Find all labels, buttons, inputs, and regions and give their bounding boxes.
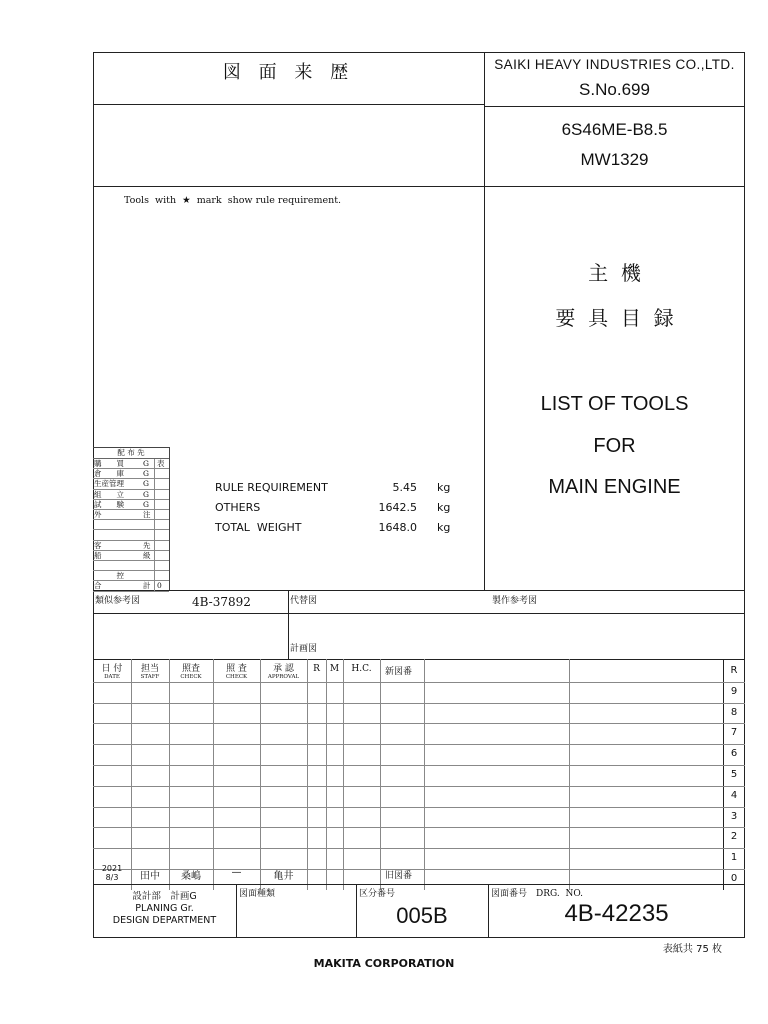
distribution-row xyxy=(93,581,169,591)
title-tool-list-jp: 要 具 目 録 xyxy=(555,306,674,330)
distribution-row xyxy=(93,520,169,530)
drawing-type-label: 図面種類 xyxy=(239,889,276,899)
distribution-code: 先 xyxy=(143,540,151,550)
distribution-dept: 購 買 xyxy=(94,459,124,468)
similar-ref-value: 4B-37892 xyxy=(192,595,251,609)
distribution-code: G xyxy=(143,489,149,499)
distribution-dept: 合 xyxy=(94,581,124,591)
distribution-dept: 客 xyxy=(94,540,124,550)
revision-number: 1 xyxy=(730,852,738,864)
weight-rule-label: RULE REQUIREMENT xyxy=(215,481,328,494)
revision-number: 6 xyxy=(730,748,738,760)
title-main-engine: MAIN ENGINE xyxy=(548,476,681,498)
distribution-code: G xyxy=(143,479,149,489)
distribution-mark: 0 xyxy=(157,581,162,591)
weight-others-unit: kg xyxy=(437,501,451,514)
distribution-dept: 試 験 xyxy=(94,499,124,509)
company-name: SAIKI HEAVY INDUSTRIES CO.,LTD. xyxy=(494,57,735,72)
rev-staff: 田中 xyxy=(140,871,160,882)
weight-rule-unit: kg xyxy=(437,481,451,494)
rev-head-approval: 承 認 APPROVAL xyxy=(267,664,300,680)
rev-check2: — xyxy=(231,867,242,878)
distribution-code: G xyxy=(143,459,149,468)
distribution-row xyxy=(93,479,169,489)
distribution-mark: 表 xyxy=(157,459,165,468)
distribution-dept: 生産管理 xyxy=(94,479,124,489)
distribution-row xyxy=(93,561,169,571)
rev-head-check1: 照査 CHECK xyxy=(180,664,202,680)
title-for: FOR xyxy=(593,435,636,457)
rev-head-new-no: 新図番 xyxy=(385,667,413,677)
distribution-code: 級 xyxy=(143,550,151,560)
distribution-row xyxy=(93,459,169,469)
distribution-row xyxy=(93,551,169,561)
manufacture-ref-label: 製作参考図 xyxy=(492,596,538,606)
rev-head-staff: 担当 STAFF xyxy=(140,664,160,680)
distribution-code: G xyxy=(143,499,149,509)
similar-ref-label: 類似参考図 xyxy=(95,596,141,606)
revision-number: 9 xyxy=(730,685,738,697)
distribution-row xyxy=(93,500,169,510)
plan-label: 計画図 xyxy=(290,644,318,654)
rev-head-check2: 照 査 CHECK xyxy=(225,664,248,680)
class-no: 005B xyxy=(396,903,448,928)
rev-head-r: R xyxy=(313,664,320,674)
distribution-row xyxy=(93,490,169,500)
rev-old-no: 旧図番 xyxy=(385,871,413,881)
title-list-of-tools: LIST OF TOOLS xyxy=(540,393,689,415)
drawing-no: 4B-42235 xyxy=(564,900,669,927)
distribution-row xyxy=(93,530,169,540)
distribution-dept: 控 xyxy=(94,571,124,581)
department: 設計部 計画G PLANING Gr. DESIGN DEPARTMENT xyxy=(112,891,217,926)
engine-number: MW1329 xyxy=(580,150,649,169)
distribution-header: 配 布 先 xyxy=(93,448,169,459)
class-no-label: 区分番号 xyxy=(359,889,396,899)
revision-number: 4 xyxy=(730,789,738,801)
footer-company: MAKITA CORPORATION xyxy=(313,957,455,970)
distribution-row xyxy=(93,510,169,520)
weight-total-label: TOTAL WEIGHT xyxy=(215,521,302,534)
rev-head-hc: H.C. xyxy=(351,664,372,674)
revision-number: 8 xyxy=(730,706,738,718)
weight-rule-value: 5.45 xyxy=(392,481,417,494)
title-main-engine-jp: 主 機 xyxy=(588,261,641,285)
revision-number: 0 xyxy=(730,873,738,884)
tools-note: Tools with ★ mark show rule requirement. xyxy=(124,195,342,206)
weight-total-value: 1648.0 xyxy=(378,521,417,534)
distribution-dept: 船 xyxy=(94,550,124,560)
distribution-code: 注 xyxy=(143,510,151,519)
rev-date: 2021 8/3 xyxy=(101,864,123,882)
distribution-table xyxy=(93,447,170,590)
rev-head-date: 日 付 DATE xyxy=(101,664,123,680)
revision-number: 5 xyxy=(730,769,738,780)
revision-number: 7 xyxy=(730,727,738,739)
revision-number: R xyxy=(730,665,738,676)
replacement-label: 代替図 xyxy=(290,596,318,606)
weight-total-unit: kg xyxy=(437,521,451,534)
rev-check1: 桑嶋 xyxy=(181,871,201,882)
weight-others-value: 1642.5 xyxy=(378,501,417,514)
rev-head-m: M xyxy=(329,664,340,674)
revision-number: 2 xyxy=(730,831,738,843)
distribution-row xyxy=(93,469,169,479)
rev-approval: 亀井 xyxy=(273,871,294,882)
distribution-code: G xyxy=(143,469,149,479)
weight-others-label: OTHERS xyxy=(215,501,261,514)
serial-number: S.No.699 xyxy=(579,80,650,99)
engine-model: 6S46ME-B8.5 xyxy=(561,120,668,139)
drawing-no-label: 図面番号 DRG. NO. xyxy=(491,889,584,899)
distribution-dept: 組 立 xyxy=(94,489,124,499)
revision-number: 3 xyxy=(730,810,738,822)
distribution-row xyxy=(93,541,169,551)
distribution-dept: 外 xyxy=(94,510,124,519)
distribution-row xyxy=(93,571,169,581)
sheet-count: 表紙共 75 枚 xyxy=(662,944,722,955)
drawing-history-title: 図 面 来 歴 xyxy=(222,62,355,83)
distribution-code: 計 xyxy=(143,581,151,591)
distribution-dept: 倉 庫 xyxy=(94,469,124,479)
